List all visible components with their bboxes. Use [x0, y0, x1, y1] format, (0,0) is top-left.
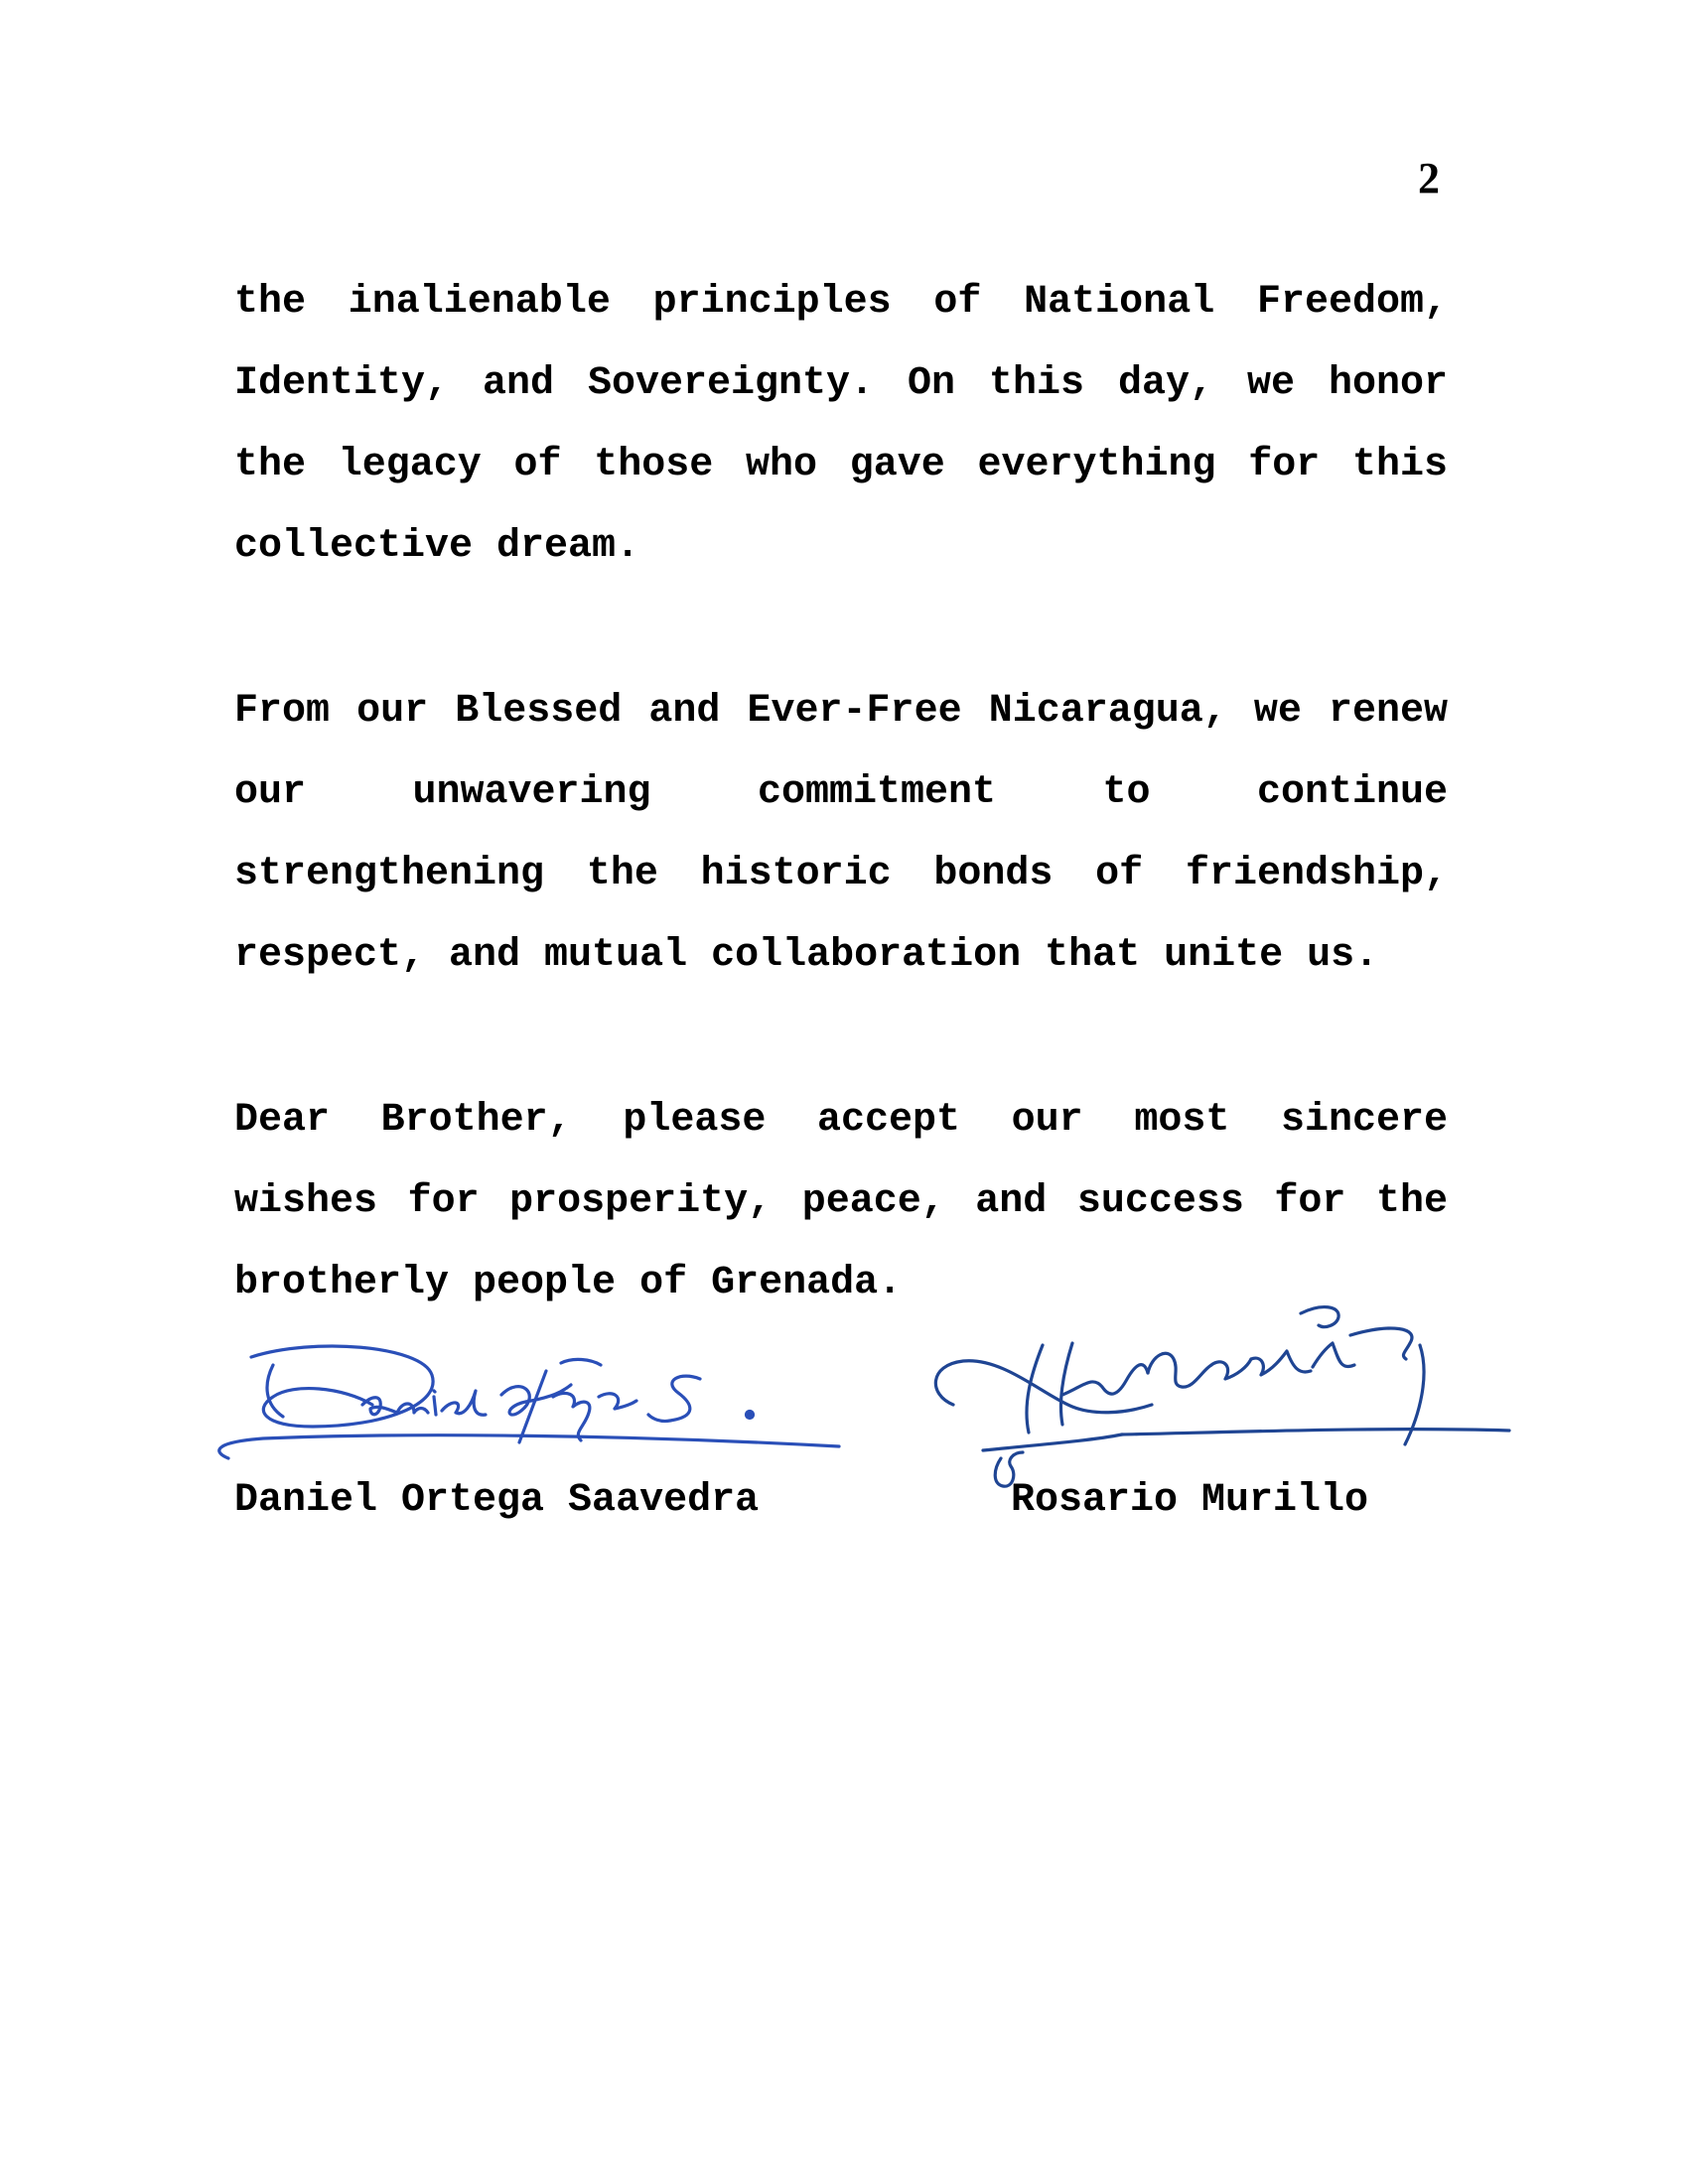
signer-name-murillo: Rosario Murillo: [1011, 1478, 1369, 1523]
paragraph-wishes: Dear Brother, please accept our most sincere wishes for prosperity, peace, and success for the brotherly people of Grenada.: [234, 1098, 1448, 1305]
paragraph-commitment: From our Blessed and Ever-Free Nicaragua, we renew our unwavering commitment to continue strengthening the historic bonds of friendship, respect, and mutual collaboration that unite us.: [234, 689, 1448, 978]
signer-name-ortega: Daniel Ortega Saavedra: [234, 1478, 760, 1523]
signature-murillo: [923, 1296, 1519, 1494]
paragraph-principles: the inalienable principles of National Freedom, Identity, and Sovereignty. On this day, we honor the legacy of those who gave everything for this collective dream.: [234, 280, 1448, 569]
page-number: 2: [1418, 154, 1440, 203]
signature-ortega: [204, 1335, 859, 1474]
